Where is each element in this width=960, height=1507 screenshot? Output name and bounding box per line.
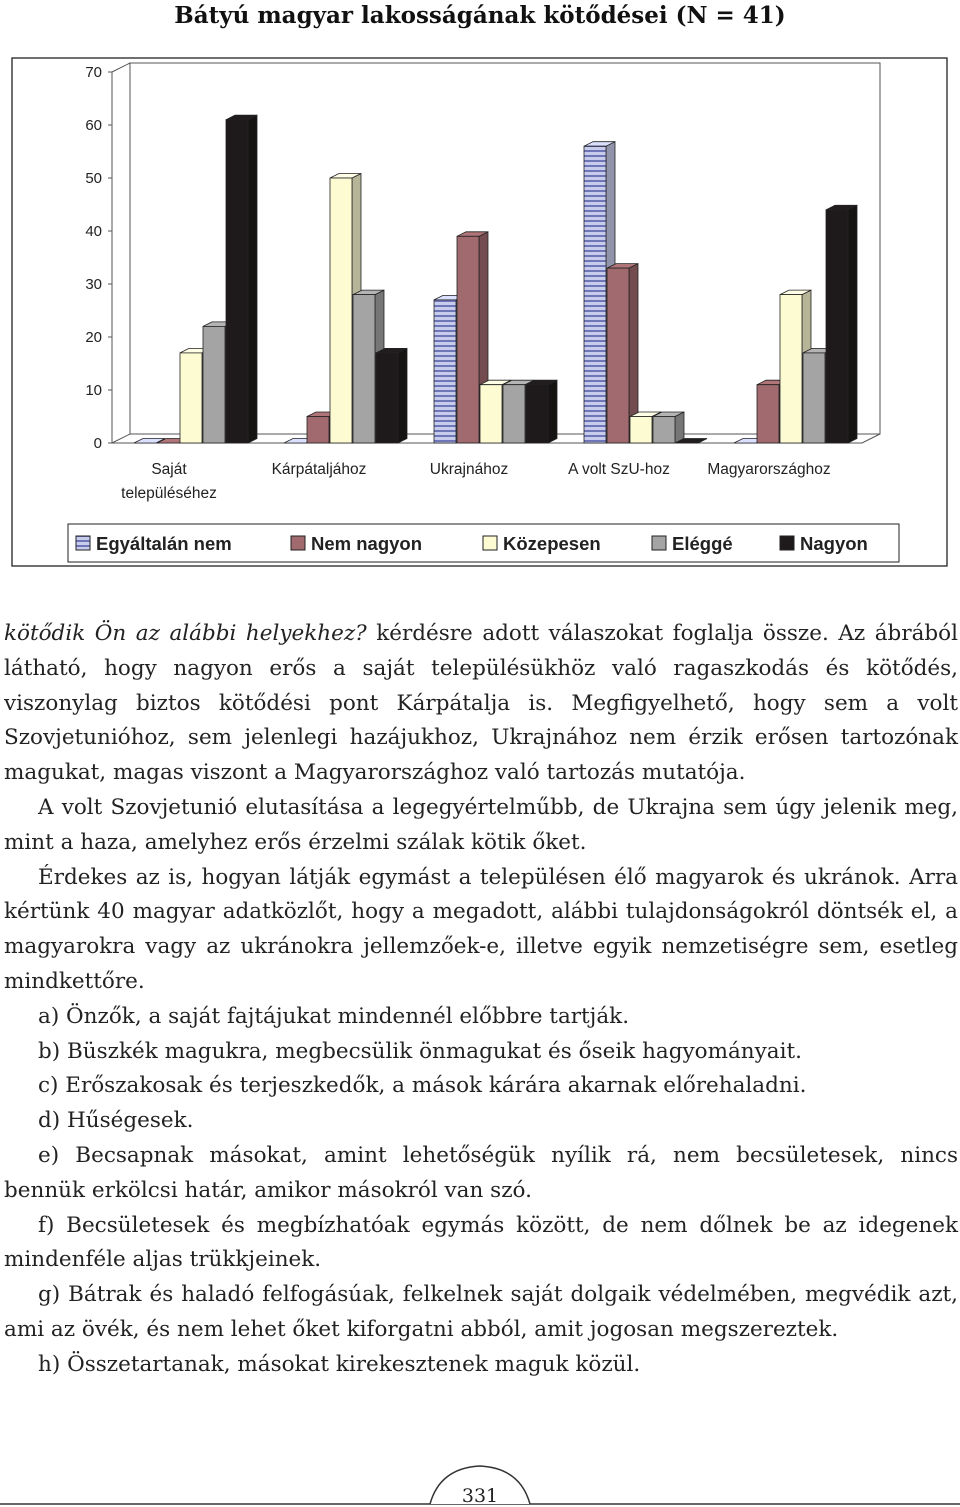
x-tick-label: Saját	[151, 461, 187, 478]
legend-swatch	[483, 536, 497, 550]
x-tick-label: Ukrajnához	[429, 461, 509, 478]
list-item: h) Összetartanak, másokat kirekesztenek maguk közül.	[38, 1351, 641, 1377]
wall-edge	[112, 63, 130, 72]
list-item: d) Hűségesek.	[38, 1108, 194, 1134]
list-item: e) Becsapnak másokat, amint lehetőségük nyílik rá, nem becsületesek, nincs bennük erkölcsi határ, amikor másokról van szó.	[4, 1142, 958, 1203]
bar-front	[457, 236, 479, 443]
list-item: f) Becsületesek és megbízhatóak egymás között, de nem dőlnek be az idegenek mindenféle aljas trükkjeinek.	[4, 1212, 958, 1273]
y-tick-label: 70	[85, 64, 102, 81]
bar-front	[203, 326, 225, 443]
y-tick-label: 30	[85, 276, 102, 293]
paragraph-intro	[4, 617, 958, 791]
body-text	[4, 617, 958, 1383]
paragraph-intro-rest: kérdésre adott válaszokat foglalja össze. Az ábrából látható, hogy nagyon erős a saját településükhöz való ragaszkodás és kötődés, viszonylag biztos kötődési pont Kárpátalja is. Megfigyelhető, hogy sem a volt Szovjetunióhoz, sem jelenlegi hazájukhoz, Ukrajnához nem érzik erősen tartozónak magukat, magas viszont a Magyarországhoz való tartozás mutatója.	[4, 621, 958, 786]
bar-front	[353, 295, 375, 443]
list-item: b) Büszkék magukra, megbecsülik önmagukat és őseik hagyományait.	[38, 1038, 802, 1064]
legend-label: Nem nagyon	[311, 533, 423, 554]
bar-front	[653, 417, 675, 444]
y-tick-label: 40	[85, 223, 102, 240]
bar	[526, 380, 557, 443]
bar-front	[826, 210, 848, 443]
legend-label: Egyáltalán nem	[96, 533, 232, 554]
legend-label: Közepesen	[503, 533, 601, 554]
legend-swatch	[652, 536, 666, 550]
bar-front	[757, 385, 779, 443]
page-number: 331	[461, 1485, 499, 1507]
legend-swatch	[291, 536, 305, 550]
legend-label: Nagyon	[800, 533, 868, 554]
bar-side	[675, 412, 684, 443]
bar-front	[503, 385, 525, 443]
bar-side	[248, 115, 257, 443]
question-text: kötődik Ön az alábbi helyekhez?	[4, 621, 367, 646]
legend-swatch	[780, 536, 794, 550]
bar-front	[803, 353, 825, 443]
bar-side	[398, 348, 407, 443]
list-item: g) Bátrak és haladó felfogásúak, felkelnek saját dolgaik védelmében, megvédik azt, ami az övék, és nem lehet őket kiforgatni abból, amit jogosan megszereztek.	[4, 1282, 958, 1342]
y-tick-label: 10	[85, 382, 102, 399]
bar	[226, 115, 257, 443]
bar-front	[630, 417, 652, 444]
paragraph-soviet: A volt Szovjetunió elutasítása a legegyértelműbb, de Ukrajna sem úgy jelenik meg, mint a haza, amelyhez erős érzelmi szálak kötik őket.	[4, 794, 958, 855]
bar-front	[180, 353, 202, 443]
y-tick-label: 0	[93, 435, 102, 452]
x-tick-label: Kárpátaljához	[271, 461, 367, 478]
x-tick-label: A volt SzU-hoz	[568, 461, 670, 478]
bar	[653, 412, 684, 443]
y-tick-label: 60	[85, 117, 102, 134]
bar-front	[226, 120, 248, 443]
bar-front	[526, 385, 548, 443]
bar-front	[307, 417, 329, 444]
bar-side	[848, 205, 857, 443]
bar-front	[480, 385, 502, 443]
chart-title: Bátyú magyar lakosságának kötődései (N = 41)	[174, 2, 786, 29]
bar-front	[584, 146, 606, 443]
bar-front	[780, 295, 802, 443]
y-tick-label: 50	[85, 170, 102, 187]
bar-side	[548, 380, 557, 443]
paragraph-survey: Érdekes az is, hogyan látják egymást a településen élő magyarok és ukránok. Arra kértünk 40 magyar adatközlőt, hogy a megadott, alábbi tulajdonságokról döntsék el, a magyarokra vagy az ukránokra jellemzőek-e, illetve egyik nemzetiségre sem, esetleg mindkettőre.	[4, 864, 958, 994]
legend-label: Eléggé	[672, 533, 733, 554]
list-item: c) Erőszakosak és terjeszkedők, a mások kárára akarnak előrehaladni.	[38, 1073, 807, 1099]
list-item: a) Önzők, a saját fajtájukat mindennél előbbre tartják.	[38, 1003, 630, 1029]
bar-chart	[0, 0, 960, 600]
x-tick-label: Magyarországhoz	[707, 461, 831, 478]
x-tick-label: településéhez	[121, 485, 217, 502]
bar	[376, 348, 407, 443]
bar-front	[376, 353, 398, 443]
bar-front	[607, 268, 629, 443]
y-tick-label: 20	[85, 329, 102, 346]
bar-front	[434, 300, 456, 443]
bar-front	[330, 178, 352, 443]
legend-swatch	[76, 536, 90, 550]
bar	[826, 205, 857, 443]
